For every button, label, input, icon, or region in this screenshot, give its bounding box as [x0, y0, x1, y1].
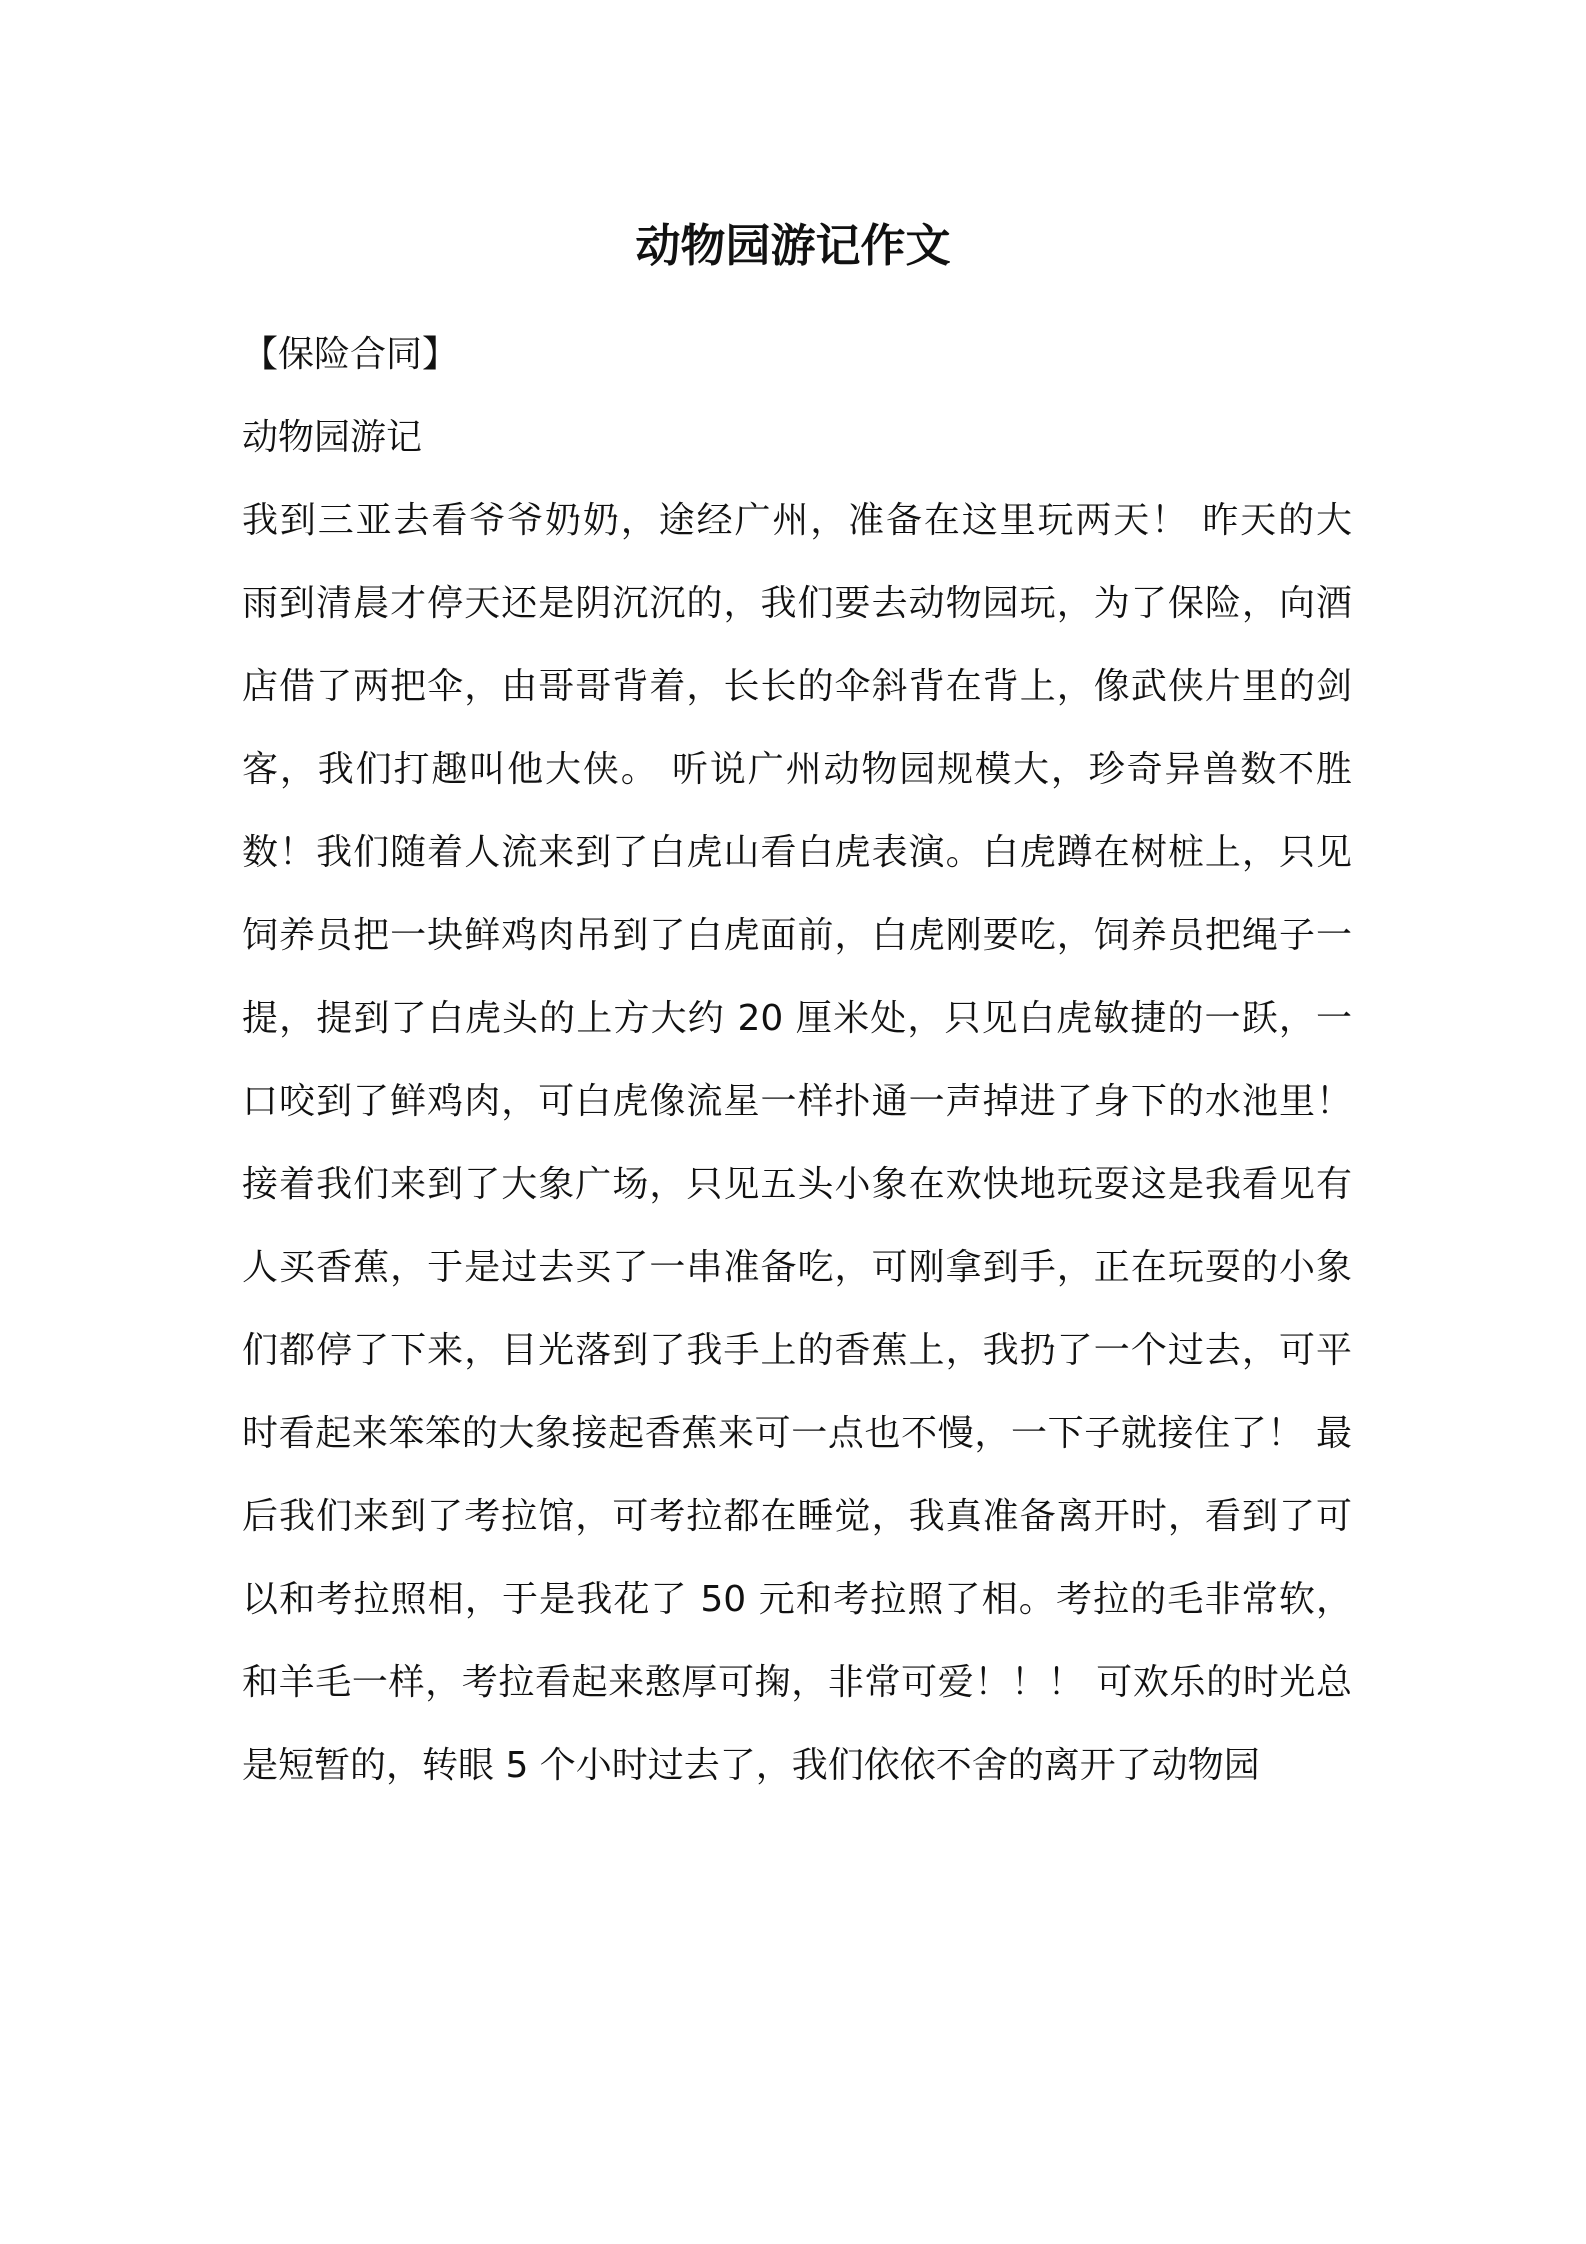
document-tag: 【保险合同】 — [242, 334, 459, 375]
body-line: 数！我们随着人流来到了白虎山看白虎表演。白虎蹲在树桩上，只见 — [242, 832, 1352, 873]
body-line: 客，我们打趣叫他大侠。 听说广州动物园规模大，珍奇异兽数不胜 — [242, 749, 1352, 790]
body-line: 时看起来笨笨的大象接起香蕉来可一点也不慢，一下子就接住了！ 最 — [242, 1413, 1352, 1454]
body-line: 人买香蕉，于是过去买了一串准备吃，可刚拿到手，正在玩耍的小象 — [242, 1247, 1352, 1288]
body-line: 后我们来到了考拉馆，可考拉都在睡觉，我真准备离开时，看到了可 — [242, 1496, 1352, 1537]
body-line: 口咬到了鲜鸡肉，可白虎像流星一样扑通一声掉进了身下的水池里！ — [242, 1081, 1352, 1122]
body-line: 们都停了下来，目光落到了我手上的香蕉上，我扔了一个过去，可平 — [242, 1330, 1352, 1371]
body-line: 饲养员把一块鲜鸡肉吊到了白虎面前，白虎刚要吃，饲养员把绳子一 — [242, 915, 1352, 956]
body-line: 我到三亚去看爷爷奶奶，途经广州，准备在这里玩两天！ 昨天的大 — [242, 500, 1352, 541]
body-line: 和羊毛一样，考拉看起来憨厚可掬，非常可爱！！！ 可欢乐的时光总 — [242, 1662, 1352, 1703]
body-line: 提，提到了白虎头的上方大约 20 厘米处，只见白虎敏捷的一跃，一 — [242, 998, 1352, 1039]
body-line: 雨到清晨才停天还是阴沉沉的，我们要去动物园玩，为了保险，向酒 — [242, 583, 1352, 624]
body-line: 店借了两把伞，由哥哥背着，长长的伞斜背在背上，像武侠片里的剑 — [242, 666, 1352, 707]
body-line: 是短暂的，转眼 5 个小时过去了，我们依依不舍的离开了动物园 — [242, 1745, 1260, 1786]
body-line: 接着我们来到了大象广场，只见五头小象在欢快地玩耍这是我看见有 — [242, 1164, 1352, 1205]
document-subtitle: 动物园游记 — [242, 417, 423, 458]
body-line: 以和考拉照相，于是我花了 50 元和考拉照了相。考拉的毛非常软， — [242, 1579, 1352, 1620]
document-title: 动物园游记作文 — [635, 219, 951, 272]
